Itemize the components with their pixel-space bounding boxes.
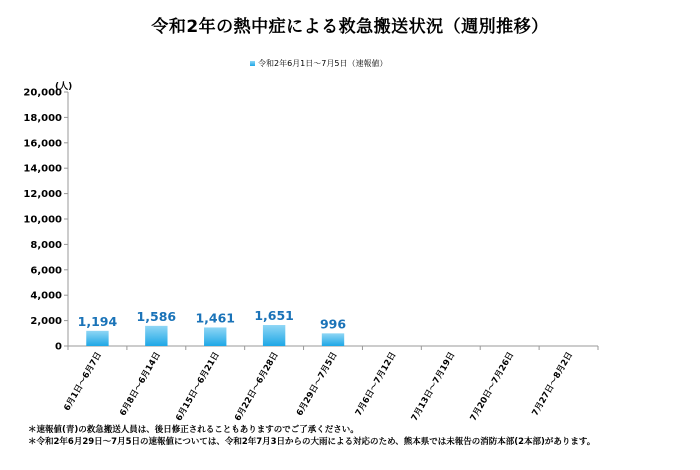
data-label: 1,461 [195,310,235,326]
y-tick-label: 6,000 [30,265,62,277]
bar [204,327,226,346]
legend-label: 令和2年6月1日～7月5日（速報値） [258,59,388,68]
y-tick-label: 10,000 [23,214,62,226]
y-tick-label: 14,000 [23,163,62,175]
bar [86,331,108,346]
data-label: 996 [319,316,347,332]
y-tick-label: 18,000 [23,112,62,124]
bar [322,333,344,346]
bar [145,326,167,346]
data-label: 1,651 [254,308,294,324]
footnote-2: ＊令和2年6月29日～7月5日の速報値については、令和2年7月3日からの大雨による対応のため、熊本県では未報告の消防本部(2本部)があります。 [28,437,596,447]
y-axis-label: (人) [55,82,73,92]
x-tick-label: 7月6日～7月12日 [353,350,399,418]
x-tick-label: 7月13日～7月19日 [409,350,458,424]
x-tick-label: 6月1日～6月7日 [62,350,105,413]
y-tick-label: 12,000 [23,189,62,201]
x-tick-label: 6月22日～6月28日 [233,350,281,424]
x-tick-label: 7月20日～7月26日 [468,350,517,424]
y-tick-label: 4,000 [30,290,62,302]
footnote-1: ＊速報値(青)の救急搬送人員は、後日修正されることもありますのでご了承ください。 [28,425,359,435]
y-tick-label: 20,000 [23,87,62,99]
y-tick-label: 0 [55,341,62,353]
chart-title: 令和2年の熱中症による救急搬送状況（週別推移） [151,17,549,37]
x-tick-label: 7月27日～8月2日 [530,350,576,418]
y-tick-label: 8,000 [30,239,62,251]
data-label: 1,194 [77,313,118,329]
bar [263,325,285,346]
x-tick-label: 6月8日～6月14日 [118,350,163,418]
y-tick-label: 2,000 [30,316,62,328]
y-tick-label: 16,000 [23,138,62,150]
data-label: 1,586 [136,308,177,324]
x-tick-label: 6月29日～7月5日 [294,350,340,418]
x-tick-label: 6月15日～6月21日 [174,350,222,424]
